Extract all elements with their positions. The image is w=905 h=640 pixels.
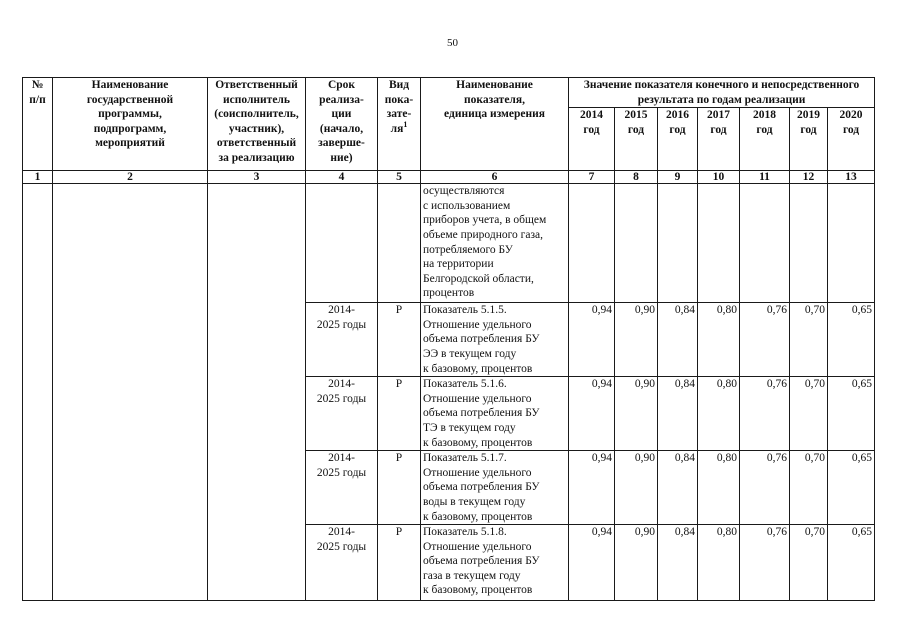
indicator-name-cell: Показатель 5.1.5. Отношение удельного объема потребления БУ ЭЭ в текущем году к базовому, процентов [421, 303, 569, 377]
column-number: 7 [569, 171, 615, 184]
column-number: 10 [698, 171, 740, 184]
value-cell: 0,65 [828, 525, 875, 601]
header-year: 2014 год [569, 108, 615, 171]
value-cell: 0,80 [698, 451, 740, 525]
column-number: 3 [208, 171, 306, 184]
value-cell: 0,94 [569, 377, 615, 451]
responsible-cell [208, 184, 306, 601]
header-year: 2020 год [828, 108, 875, 171]
column-numbers-row [23, 171, 875, 184]
header-values-group: Значение показателя конечного и непосредственного результата по годам реализации [569, 78, 875, 108]
column-number: 11 [740, 171, 790, 184]
column-number: 12 [790, 171, 828, 184]
header-year: 2018 год [740, 108, 790, 171]
value-cell: 0,84 [658, 451, 698, 525]
page-number: 50 [447, 37, 458, 49]
header-year: 2017 год [698, 108, 740, 171]
column-number: 6 [421, 171, 569, 184]
indicator-type-cell: Р [378, 377, 421, 451]
value-cell: 0,76 [740, 377, 790, 451]
header-indicator-type [378, 78, 421, 171]
indicator-type-cell: Р [378, 525, 421, 601]
value-cell: 0,70 [790, 451, 828, 525]
indicator-name-cell: Показатель 5.1.7. Отношение удельного объема потребления БУ воды в текущем году к базовому, процентов [421, 451, 569, 525]
value-cell: 0,84 [658, 377, 698, 451]
value-cell: 0,65 [828, 303, 875, 377]
value-cell [698, 184, 740, 303]
row-number-cell [23, 184, 53, 601]
value-cell: 0,76 [740, 451, 790, 525]
value-cell: 0,90 [615, 377, 658, 451]
header-period: Срок реализа- ции (начало, заверше- ние) [306, 78, 378, 171]
value-cell: 0,70 [790, 303, 828, 377]
header-indicator-type-text: Вид пока- зате- ля [384, 79, 414, 135]
header-program-name: Наименование государственной программы, подпрограмм, мероприятий [53, 78, 208, 171]
value-cell: 0,94 [569, 451, 615, 525]
footnote-mark: 1 [403, 119, 408, 129]
value-cell: 0,90 [615, 451, 658, 525]
period-cell: 2014- 2025 годы [306, 377, 378, 451]
header-year: 2019 год [790, 108, 828, 171]
value-cell: 0,80 [698, 377, 740, 451]
value-cell: 0,70 [790, 377, 828, 451]
value-cell: 0,90 [615, 525, 658, 601]
value-cell: 0,80 [698, 303, 740, 377]
value-cell: 0,94 [569, 525, 615, 601]
value-cell: 0,65 [828, 451, 875, 525]
value-cell [569, 184, 615, 303]
column-number: 2 [53, 171, 208, 184]
indicator-type-cell: Р [378, 451, 421, 525]
value-cell [658, 184, 698, 303]
value-cell: 0,90 [615, 303, 658, 377]
column-number: 8 [615, 171, 658, 184]
indicator-name-cell: Показатель 5.1.6. Отношение удельного объема потребления БУ ТЭ в текущем году к базовому, процентов [421, 377, 569, 451]
value-cell: 0,70 [790, 525, 828, 601]
value-cell [740, 184, 790, 303]
column-number: 13 [828, 171, 875, 184]
column-number: 1 [23, 171, 53, 184]
value-cell: 0,76 [740, 525, 790, 601]
indicator-name-cell: осуществляются с использованием приборов учета, в общем объеме природного газа, потребляемого БУ на территории Белгородской области, процентов [421, 184, 569, 303]
table-row [23, 184, 875, 303]
header-number: № п/п [23, 78, 53, 171]
indicator-type-cell: Р [378, 303, 421, 377]
value-cell: 0,84 [658, 303, 698, 377]
indicators-table [22, 77, 875, 601]
indicator-name-cell: Показатель 5.1.8. Отношение удельного объема потребления БУ газа в текущем году к базовому, процентов [421, 525, 569, 601]
header-year: 2016 год [658, 108, 698, 171]
period-cell: 2014- 2025 годы [306, 525, 378, 601]
header-year: 2015 год [615, 108, 658, 171]
value-cell [615, 184, 658, 303]
period-cell: 2014- 2025 годы [306, 451, 378, 525]
value-cell [790, 184, 828, 303]
value-cell: 0,94 [569, 303, 615, 377]
column-number: 9 [658, 171, 698, 184]
period-cell [306, 184, 378, 303]
program-name-cell [53, 184, 208, 601]
value-cell [828, 184, 875, 303]
value-cell: 0,65 [828, 377, 875, 451]
value-cell: 0,80 [698, 525, 740, 601]
value-cell: 0,76 [740, 303, 790, 377]
header-responsible: Ответственный исполнитель (соисполнитель, участник), ответственный за реализацию [208, 78, 306, 171]
header-indicator-name: Наименование показателя, единица измерения [421, 78, 569, 171]
column-number: 5 [378, 171, 421, 184]
column-number: 4 [306, 171, 378, 184]
value-cell: 0,84 [658, 525, 698, 601]
period-cell: 2014- 2025 годы [306, 303, 378, 377]
indicator-type-cell [378, 184, 421, 303]
